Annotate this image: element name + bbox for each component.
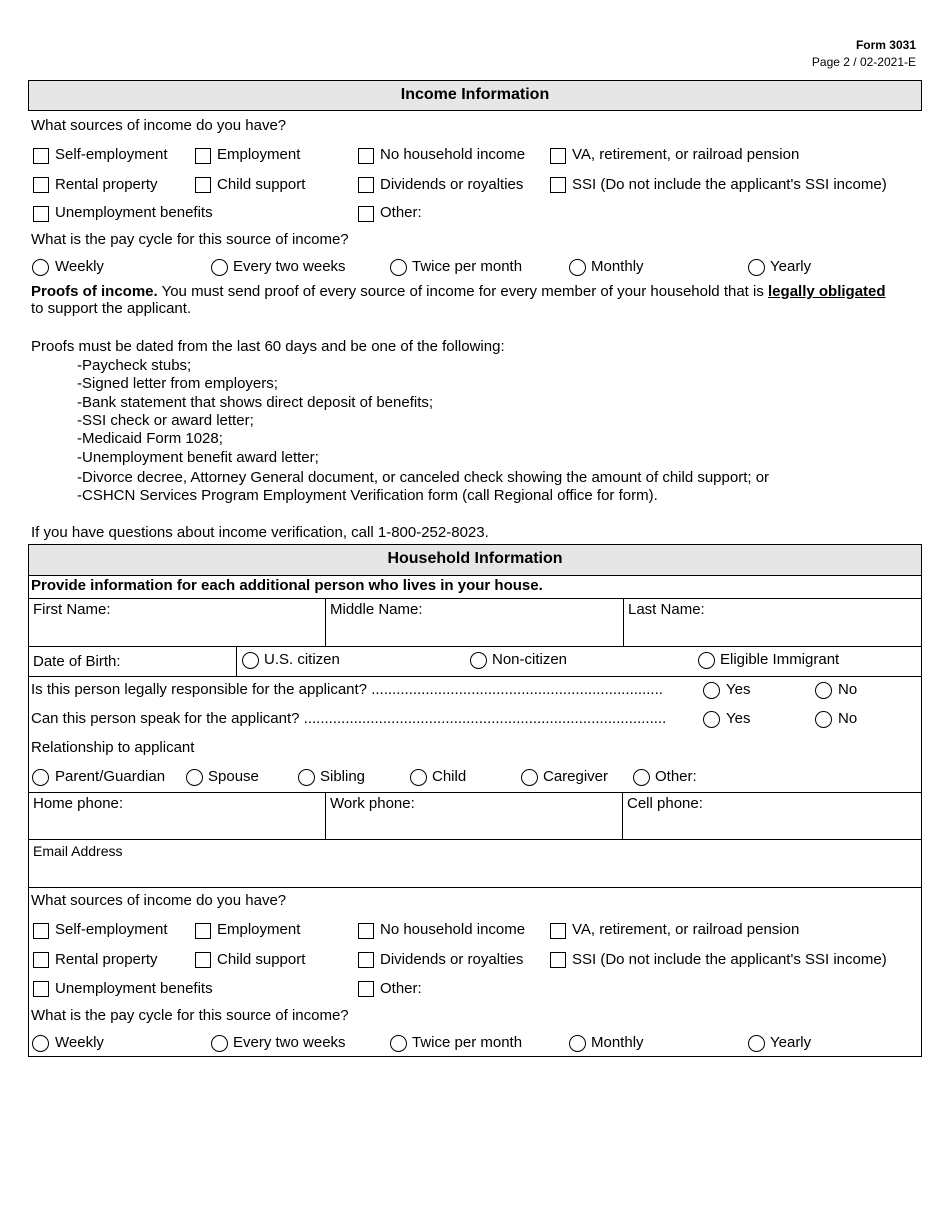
- hh-label-self-employment: Self-employment: [55, 921, 168, 938]
- hh-label-every-two-weeks: Every two weeks: [233, 1034, 346, 1051]
- hh-checkbox-no-household-income[interactable]: [358, 923, 374, 939]
- first-name-input[interactable]: [29, 620, 324, 645]
- income-sources-question: What sources of income do you have?: [31, 117, 287, 134]
- proof-item: -Bank statement that shows direct deposit of benefits;: [77, 394, 434, 411]
- proof-item: -Signed letter from employers;: [77, 375, 278, 392]
- label-legally-responsible-yes: Yes: [726, 681, 751, 698]
- label-legally-responsible-no: No: [838, 681, 858, 698]
- proofs-paragraph: [31, 283, 886, 301]
- checkbox-self-employment[interactable]: [33, 148, 49, 164]
- label-monthly: Monthly: [591, 258, 644, 275]
- page-info: Page 2 / 02-2021-E: [811, 55, 916, 69]
- label-self-employment: Self-employment: [55, 146, 168, 163]
- radio-monthly[interactable]: [569, 259, 586, 276]
- first-name-label: First Name:: [33, 601, 111, 618]
- radio-parent-guardian[interactable]: [32, 769, 49, 786]
- proof-item: -Paycheck stubs;: [77, 357, 192, 374]
- legally-responsible-question: Is this person legally responsible for the applicant? ......................................................................: [31, 681, 663, 698]
- checkbox-child-support[interactable]: [195, 177, 211, 193]
- hh-label-rental-property: Rental property: [55, 951, 158, 968]
- label-can-speak-yes: Yes: [726, 710, 751, 727]
- checkbox-rental-property[interactable]: [33, 177, 49, 193]
- hh-label-dividends: Dividends or royalties: [380, 951, 524, 968]
- radio-caregiver[interactable]: [521, 769, 538, 786]
- label-non-citizen: Non-citizen: [492, 651, 568, 668]
- hh-label-yearly: Yearly: [770, 1034, 812, 1051]
- relationship-label: Relationship to applicant: [31, 739, 195, 756]
- hh-label-other: Other:: [380, 980, 422, 997]
- checkbox-other[interactable]: [358, 206, 374, 222]
- radio-non-citizen[interactable]: [470, 652, 487, 669]
- home-phone-input[interactable]: [29, 814, 324, 838]
- hh-checkbox-unemployment[interactable]: [33, 981, 49, 997]
- label-rental-property: Rental property: [55, 176, 158, 193]
- cell-phone-label: Cell phone:: [627, 795, 703, 812]
- proofs-text-b: to support the applicant.: [31, 300, 192, 317]
- label-spouse: Spouse: [208, 768, 259, 785]
- label-can-speak-no: No: [838, 710, 858, 727]
- household-instruction: Provide information for each additional person who lives in your house.: [31, 577, 543, 594]
- label-other: Other:: [380, 204, 422, 221]
- middle-name-label: Middle Name:: [330, 601, 423, 618]
- hh-label-weekly: Weekly: [55, 1034, 104, 1051]
- middle-name-input[interactable]: [326, 620, 622, 645]
- hh-checkbox-dividends[interactable]: [358, 952, 374, 968]
- proof-item: -Unemployment benefit award letter;: [77, 449, 319, 466]
- checkbox-no-household-income[interactable]: [358, 148, 374, 164]
- label-employment: Employment: [217, 146, 301, 163]
- proofs-intro: Proofs must be dated from the last 60 days and be one of the following:: [31, 338, 505, 355]
- proofs-bold: Proofs of income.: [31, 283, 158, 300]
- proof-item: -Divorce decree, Attorney General document, or canceled check showing the amount of child support; or: [77, 469, 770, 486]
- income-questions-note: If you have questions about income verification, call 1-800-252-8023.: [31, 524, 489, 541]
- label-no-household-income: No household income: [380, 146, 526, 163]
- radio-weekly[interactable]: [32, 259, 49, 276]
- label-dividends: Dividends or royalties: [380, 176, 524, 193]
- hh-checkbox-self-employment[interactable]: [33, 923, 49, 939]
- proof-item: -SSI check or award letter;: [77, 412, 254, 429]
- label-other-relationship: Other:: [655, 768, 697, 785]
- proofs-underlined: legally obligated: [768, 283, 886, 300]
- email-input[interactable]: [29, 861, 921, 886]
- hh-radio-twice-per-month[interactable]: [390, 1035, 407, 1052]
- checkbox-dividends[interactable]: [358, 177, 374, 193]
- label-unemployment: Unemployment benefits: [55, 204, 213, 221]
- hh-radio-every-two-weeks[interactable]: [211, 1035, 228, 1052]
- last-name-input[interactable]: [624, 620, 921, 645]
- cell-phone-input[interactable]: [623, 814, 921, 838]
- label-twice-per-month: Twice per month: [412, 258, 523, 275]
- radio-yearly[interactable]: [748, 259, 765, 276]
- work-phone-label: Work phone:: [330, 795, 415, 812]
- radio-legally-responsible-yes[interactable]: [703, 682, 720, 699]
- hh-label-va-pension: VA, retirement, or railroad pension: [572, 921, 800, 938]
- hh-label-unemployment: Unemployment benefits: [55, 980, 213, 997]
- hh-pay-cycle-question: What is the pay cycle for this source of income?: [31, 1007, 349, 1024]
- label-child: Child: [432, 768, 467, 785]
- hh-checkbox-employment[interactable]: [195, 923, 211, 939]
- label-every-two-weeks: Every two weeks: [233, 258, 346, 275]
- hh-checkbox-ssi[interactable]: [550, 952, 566, 968]
- hh-radio-weekly[interactable]: [32, 1035, 49, 1052]
- label-eligible-immigrant: Eligible Immigrant: [720, 651, 840, 668]
- checkbox-employment[interactable]: [195, 148, 211, 164]
- label-us-citizen: U.S. citizen: [264, 651, 340, 668]
- household-title: Household Information: [387, 550, 563, 567]
- email-label: Email Address: [33, 843, 123, 859]
- proofs-text-a: You must send proof of every source of income for every member of your household that is: [157, 283, 769, 300]
- hh-radio-monthly[interactable]: [569, 1035, 586, 1052]
- hh-label-no-household-income: No household income: [380, 921, 526, 938]
- radio-eligible-immigrant[interactable]: [698, 652, 715, 669]
- income-title: Income Information: [400, 86, 550, 103]
- checkbox-unemployment[interactable]: [33, 206, 49, 222]
- last-name-label: Last Name:: [628, 601, 705, 618]
- can-speak-question: Can this person speak for the applicant? .......................................................................................: [31, 710, 667, 727]
- radio-us-citizen[interactable]: [242, 652, 259, 669]
- hh-label-employment: Employment: [217, 921, 301, 938]
- radio-sibling[interactable]: [298, 769, 315, 786]
- label-child-support: Child support: [217, 176, 306, 193]
- dob-label: Date of Birth:: [33, 653, 121, 670]
- radio-can-speak-no[interactable]: [815, 711, 832, 728]
- radio-can-speak-yes[interactable]: [703, 711, 720, 728]
- proof-item: -CSHCN Services Program Employment Verification form (call Regional office for form).: [77, 487, 658, 504]
- radio-legally-responsible-no[interactable]: [815, 682, 832, 699]
- work-phone-input[interactable]: [326, 814, 621, 838]
- household-sources-question: What sources of income do you have?: [31, 892, 287, 909]
- hh-label-twice-per-month: Twice per month: [412, 1034, 523, 1051]
- radio-child[interactable]: [410, 769, 427, 786]
- checkbox-va-pension[interactable]: [550, 148, 566, 164]
- label-weekly: Weekly: [55, 258, 104, 275]
- hh-radio-yearly[interactable]: [748, 1035, 765, 1052]
- pay-cycle-question: What is the pay cycle for this source of income?: [31, 231, 349, 248]
- hh-label-child-support: Child support: [217, 951, 306, 968]
- label-caregiver: Caregiver: [543, 768, 609, 785]
- label-sibling: Sibling: [320, 768, 366, 785]
- hh-label-ssi: SSI (Do not include the applicant's SSI income): [572, 951, 887, 968]
- checkbox-ssi[interactable]: [550, 177, 566, 193]
- label-va-pension: VA, retirement, or railroad pension: [572, 146, 800, 163]
- hh-checkbox-other[interactable]: [358, 981, 374, 997]
- hh-checkbox-child-support[interactable]: [195, 952, 211, 968]
- label-parent-guardian: Parent/Guardian: [55, 768, 166, 785]
- proof-item: -Medicaid Form 1028;: [77, 430, 223, 447]
- hh-label-monthly: Monthly: [591, 1034, 644, 1051]
- label-ssi: SSI (Do not include the applicant's SSI income): [572, 176, 887, 193]
- dob-input[interactable]: [130, 648, 234, 674]
- hh-checkbox-va-pension[interactable]: [550, 923, 566, 939]
- home-phone-label: Home phone:: [33, 795, 124, 812]
- hh-checkbox-rental-property[interactable]: [33, 952, 49, 968]
- label-yearly: Yearly: [770, 258, 812, 275]
- radio-twice-per-month[interactable]: [390, 259, 407, 276]
- form-number: Form 3031: [855, 38, 916, 52]
- radio-every-two-weeks[interactable]: [211, 259, 228, 276]
- radio-other-relationship[interactable]: [633, 769, 650, 786]
- radio-spouse[interactable]: [186, 769, 203, 786]
